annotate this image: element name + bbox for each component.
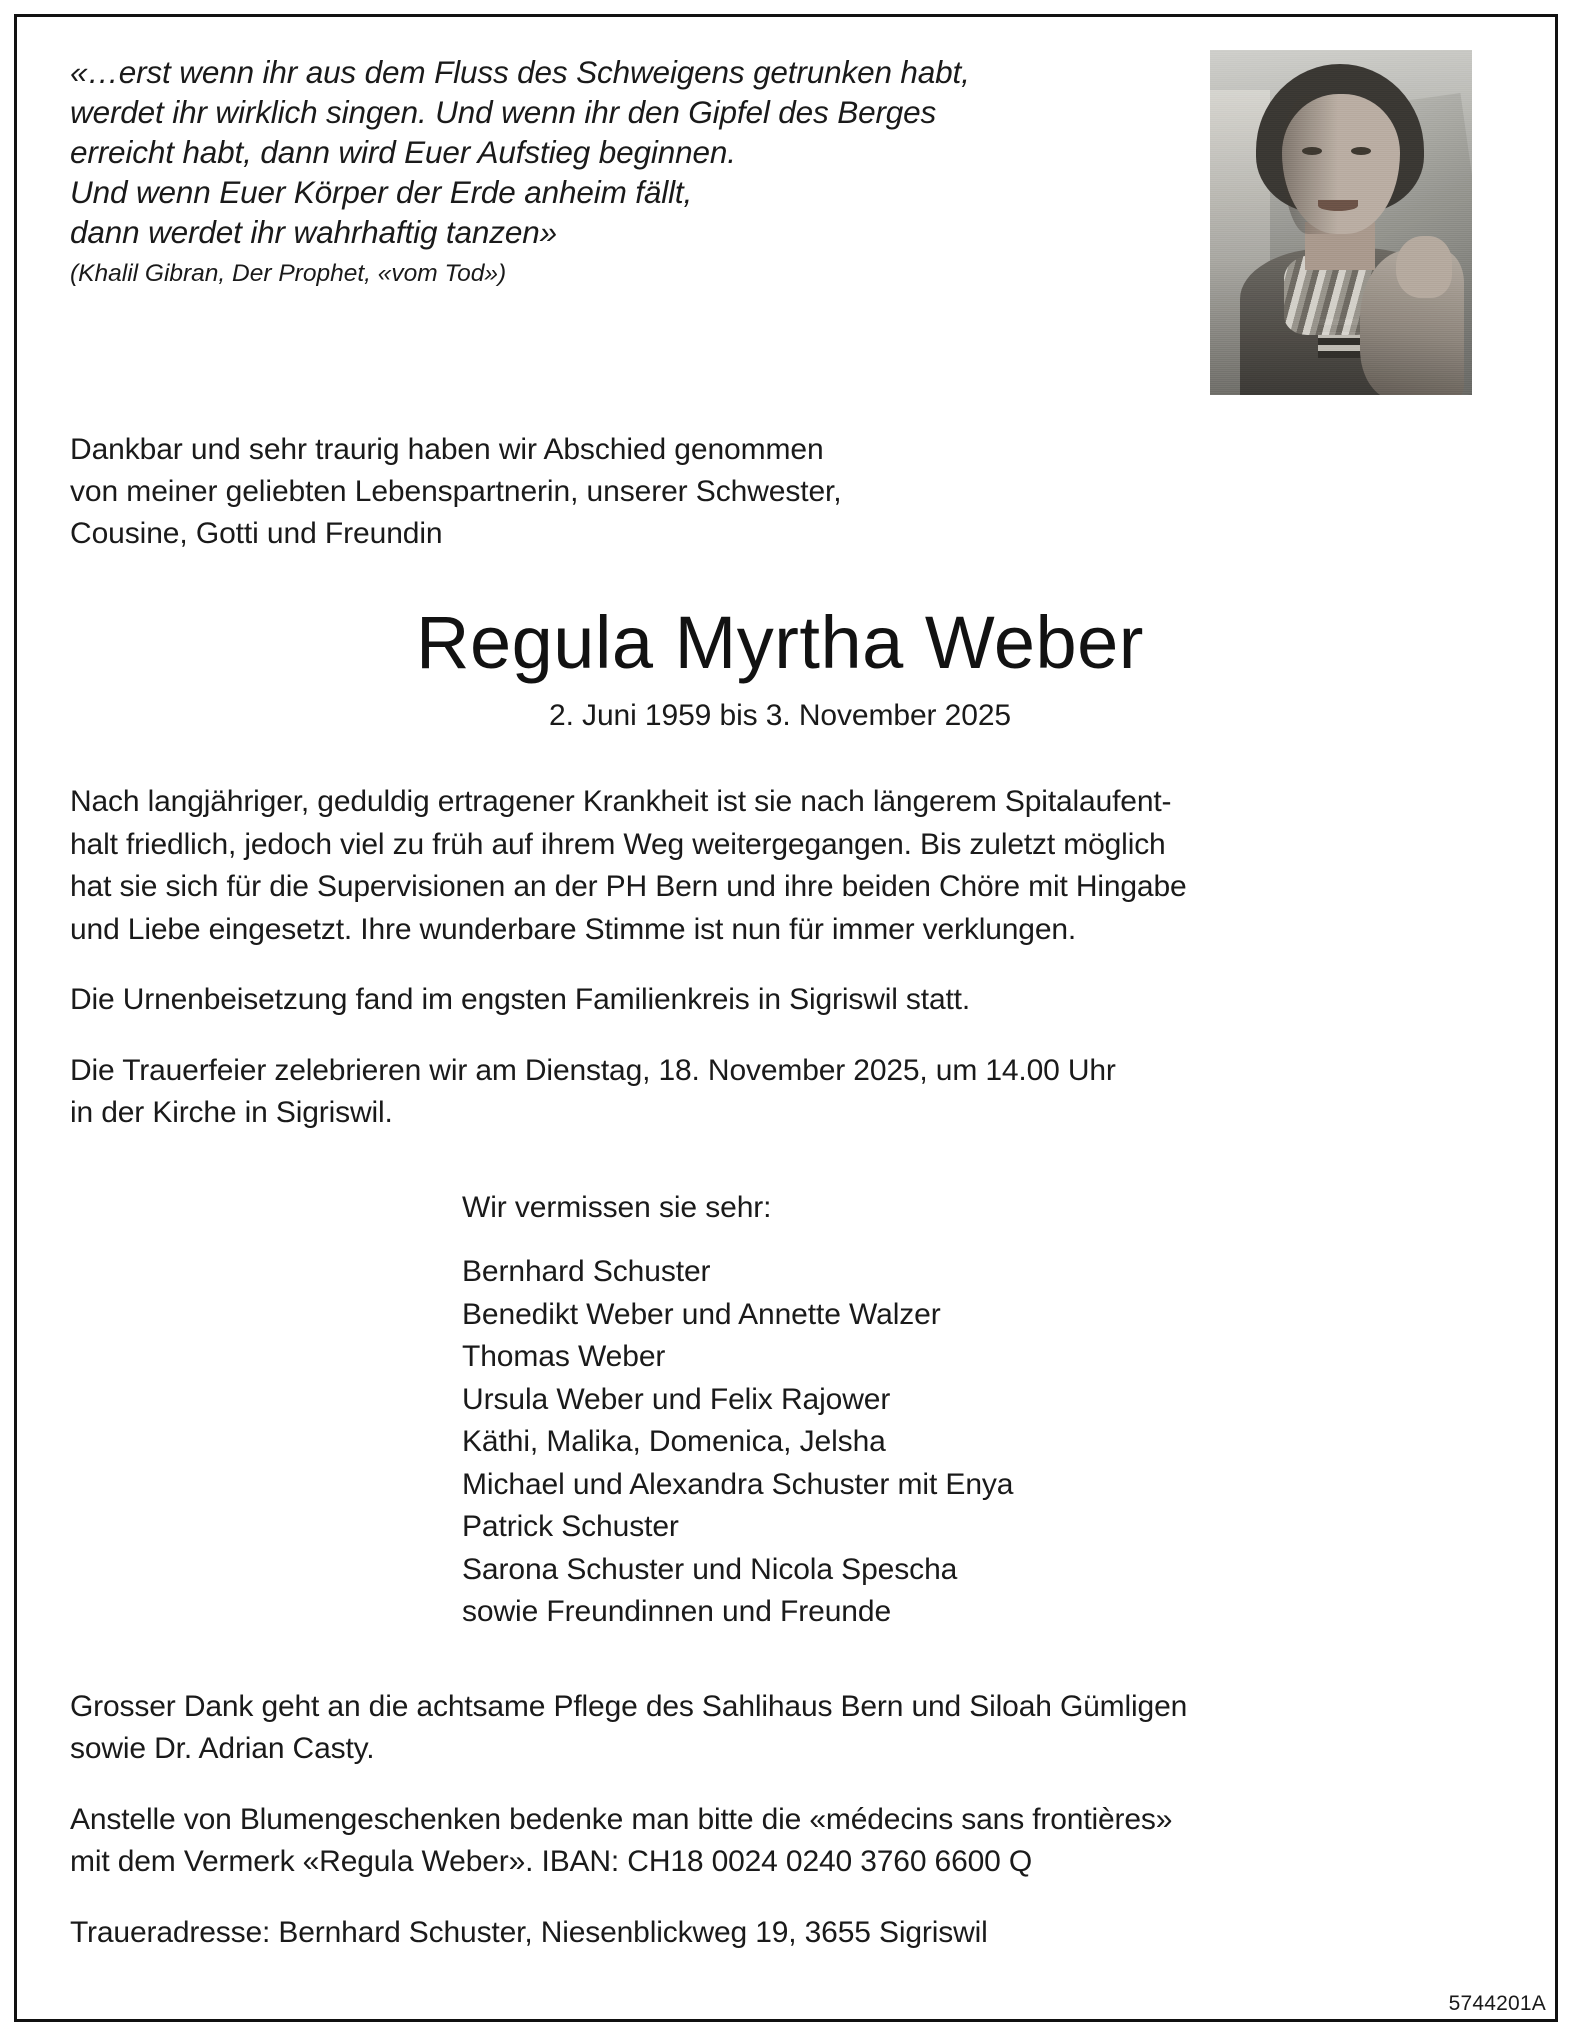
survivor-item: sowie Freundinnen und Freunde xyxy=(462,1595,892,1628)
paragraph-burial xyxy=(70,979,1490,1022)
survivor-item: Patrick Schuster xyxy=(462,1510,679,1543)
survivors-list xyxy=(462,1187,1490,1634)
survivor-item: Bernhard Schuster xyxy=(462,1255,711,1288)
paragraph-address-line-1: Traueradresse: Bernhard Schuster, Niesenblickweg 19, 3655 Sigriswil xyxy=(70,1915,988,1949)
paragraph-illness xyxy=(70,781,1490,951)
paragraph-donations xyxy=(70,1799,1490,1884)
photo-grain-overlay xyxy=(1210,50,1472,395)
paragraph-illness-line-1: Nach langjähriger, geduldig ertragener Krankheit ist sie nach längerem Spitalaufent- xyxy=(70,785,1172,818)
notice-content xyxy=(70,48,1490,1982)
paragraph-thanks-line-1: Grosser Dank geht an die achtsame Pflege des Sahlihaus Bern und Siloah Gümligen xyxy=(70,1689,1188,1723)
survivor-item: Sarona Schuster und Nicola Spescha xyxy=(462,1552,958,1586)
survivor-item: Ursula Weber und Felix Rajower xyxy=(462,1382,891,1416)
survivors-heading: Wir vermissen sie sehr: xyxy=(462,1190,772,1224)
paragraph-illness-line-4: und Liebe eingesetzt. Ihre wunderbare Stimme ist nun für immer verklungen. xyxy=(70,912,1077,946)
quote-line-4: Und wenn Euer Körper der Erde anheim fällt, xyxy=(70,174,693,210)
deceased-name: Regula Myrtha Weber xyxy=(416,601,1144,684)
survivor-item: Benedikt Weber und Annette Walzer xyxy=(462,1297,941,1331)
intro-line-2: von meiner geliebten Lebenspartnerin, unserer Schwester, xyxy=(70,475,842,508)
paragraph-memorial-service xyxy=(70,1050,1490,1135)
quote-line-3: erreicht habt, dann wird Euer Aufstieg beginnen. xyxy=(70,134,736,170)
paragraph-burial-line-1: Die Urnenbeisetzung fand im engsten Familienkreis in Sigriswil statt. xyxy=(70,983,971,1016)
survivor-item: Thomas Weber xyxy=(462,1340,666,1373)
paragraph-illness-line-3: hat sie sich für die Supervisionen an der PH Bern und ihre beiden Chöre mit Hingabe xyxy=(70,870,1187,903)
paragraph-condolence-address xyxy=(70,1912,1490,1955)
quote-attribution: (Khalil Gibran, Der Prophet, «vom Tod») xyxy=(70,260,507,287)
quote-block xyxy=(70,48,1100,292)
quote-line-5: dann werdet ihr wahrhaftig tanzen» xyxy=(70,214,557,250)
intro-paragraph xyxy=(70,429,1490,555)
paragraph-donations-line-1: Anstelle von Blumengeschenken bedenke man bitte die «médecins sans frontières» xyxy=(70,1802,1173,1836)
life-dates: 2. Juni 1959 bis 3. November 2025 xyxy=(549,699,1011,732)
paragraph-memorial-line-2: in der Kirche in Sigriswil. xyxy=(70,1096,393,1129)
closing-text xyxy=(70,1686,1490,1955)
quote-line-2: werdet ihr wirklich singen. Und wenn ihr den Gipfel des Berges xyxy=(70,94,937,130)
intro-line-3: Cousine, Gotti und Freundin xyxy=(70,517,443,550)
survivor-item: Käthi, Malika, Domenica, Jelsha xyxy=(462,1425,886,1458)
paragraph-thanks xyxy=(70,1686,1490,1771)
paragraph-illness-line-2: halt friedlich, jedoch viel zu früh auf ihrem Weg weitergegangen. Bis zuletzt möglich xyxy=(70,827,1166,861)
intro-line-1: Dankbar und sehr traurig haben wir Abschied genommen xyxy=(70,433,824,466)
quote-and-portrait-row xyxy=(70,48,1490,395)
reference-code: 5744201A xyxy=(1448,1992,1546,2015)
paragraph-donations-line-2: mit dem Vermerk «Regula Weber». IBAN: CH18 0024 0240 3760 6600 Q xyxy=(70,1845,1033,1878)
portrait-photo xyxy=(1210,50,1472,395)
quote-line-1: «…erst wenn ihr aus dem Fluss des Schweigens getrunken habt, xyxy=(70,54,970,90)
paragraph-memorial-line-1: Die Trauerfeier zelebrieren wir am Dienstag, 18. November 2025, um 14.00 Uhr xyxy=(70,1053,1116,1087)
survivor-item: Michael und Alexandra Schuster mit Enya xyxy=(462,1467,1014,1501)
body-text xyxy=(70,781,1490,1135)
paragraph-thanks-line-2: sowie Dr. Adrian Casty. xyxy=(70,1732,375,1765)
